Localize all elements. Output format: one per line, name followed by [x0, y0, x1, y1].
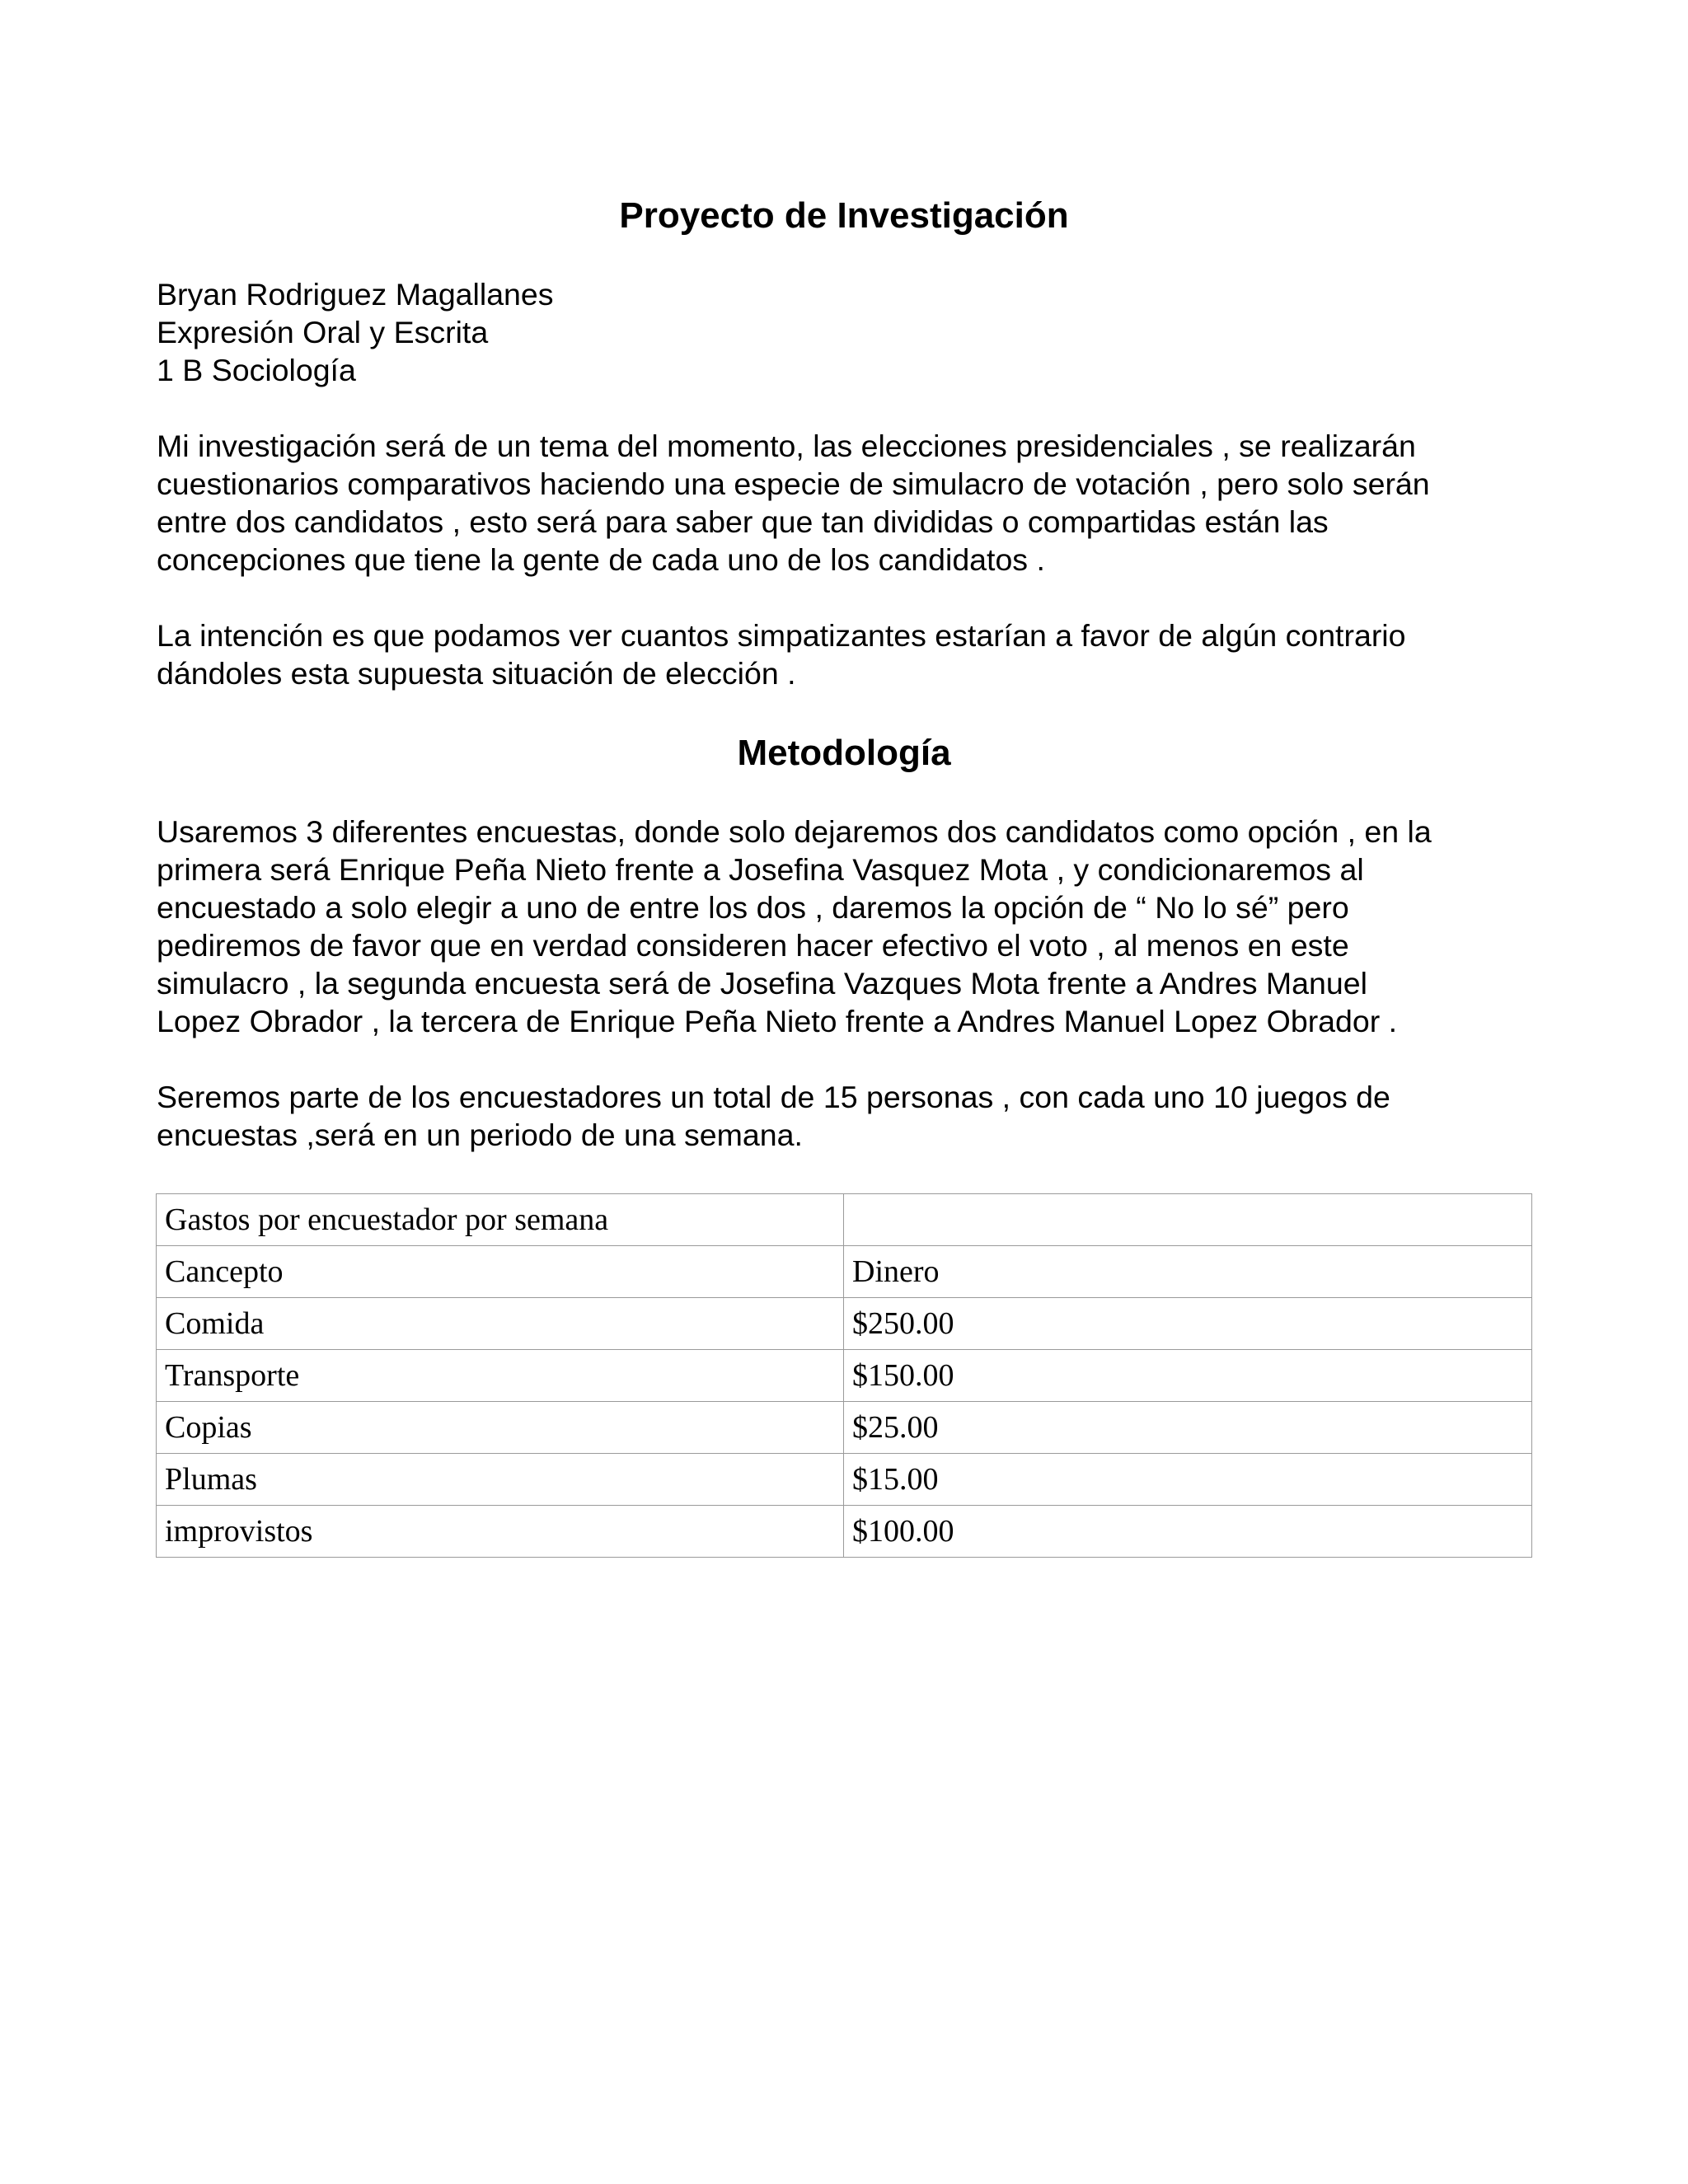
concept-cell: Transporte [157, 1350, 844, 1402]
method-paragraph-2 [157, 1078, 1550, 1154]
paragraph-line: encuestado a solo elegir a uno de entre los dos , daremos la opción de “ No lo sé” pero [157, 890, 1349, 925]
money-cell: $250.00 [844, 1298, 1532, 1350]
paragraph-line: simulacro , la segunda encuesta será de Josefina Vazques Mota frente a Andres Manuel [157, 966, 1367, 1001]
paragraph-line: concepciones que tiene la gente de cada uno de los candidatos . [157, 542, 1045, 577]
paragraph-line: primera será Enrique Peña Nieto frente a Josefina Vasquez Mota , y condicionaremos al [157, 852, 1364, 887]
concept-cell: Comida [157, 1298, 844, 1350]
paragraph-line: pediremos de favor que en verdad consideren hacer efectivo el voto , al menos en este [157, 928, 1349, 963]
table-row [157, 1298, 1532, 1350]
document-title: Proyecto de Investigación [619, 195, 1069, 236]
table-row [157, 1506, 1532, 1558]
method-paragraph-1 [157, 813, 1550, 1040]
group-name: 1 B Sociología [157, 353, 356, 387]
money-cell: $15.00 [844, 1454, 1532, 1506]
concept-cell: Copias [157, 1402, 844, 1454]
money-cell: $25.00 [844, 1402, 1532, 1454]
paragraph-line: cuestionarios comparativos haciendo una especie de simulacro de votación , pero solo serán [157, 466, 1430, 501]
paragraph-line: encuestas ,será en un periodo de una semana. [157, 1118, 803, 1152]
table-header-row [157, 1246, 1532, 1298]
table-row [157, 1454, 1532, 1506]
table-caption-empty-cell [844, 1194, 1532, 1246]
intro-paragraph-2 [157, 616, 1550, 692]
money-cell: $150.00 [844, 1350, 1532, 1402]
table-caption-cell: Gastos por encuestador por semana [157, 1194, 844, 1246]
concept-cell: improvistos [157, 1506, 844, 1558]
paragraph-line: Usaremos 3 diferentes encuestas, donde solo dejaremos dos candidatos como opción , en la [157, 814, 1432, 849]
table-row [157, 1350, 1532, 1402]
concept-cell: Plumas [157, 1454, 844, 1506]
paragraph-line: La intención es que podamos ver cuantos simpatizantes estarían a favor de algún contrario [157, 618, 1406, 653]
paragraph-line: Lopez Obrador , la tercera de Enrique Peña Nieto frente a Andres Manuel Lopez Obrador . [157, 1004, 1398, 1038]
paragraph-line: Mi investigación será de un tema del momento, las elecciones presidenciales , se realizarán [157, 429, 1416, 463]
table-caption-row [157, 1194, 1532, 1246]
expenses-table [156, 1193, 1532, 1558]
paragraph-line: dándoles esta supuesta situación de elección . [157, 656, 796, 691]
course-name: Expresión Oral y Escrita [157, 315, 489, 349]
money-cell: $100.00 [844, 1506, 1532, 1558]
paragraph-line: entre dos candidatos , esto será para saber que tan divididas o compartidas están las [157, 504, 1329, 539]
header-money: Dinero [844, 1246, 1532, 1298]
header-concept: Cancepto [157, 1246, 844, 1298]
table-row [157, 1402, 1532, 1454]
section-title-metodologia: Metodología [737, 733, 951, 773]
author-info [157, 275, 1550, 389]
paragraph-line: Seremos parte de los encuestadores un total de 15 personas , con cada uno 10 juegos de [157, 1080, 1390, 1114]
intro-paragraph-1 [157, 427, 1550, 579]
author-name: Bryan Rodriguez Magallanes [157, 277, 554, 312]
